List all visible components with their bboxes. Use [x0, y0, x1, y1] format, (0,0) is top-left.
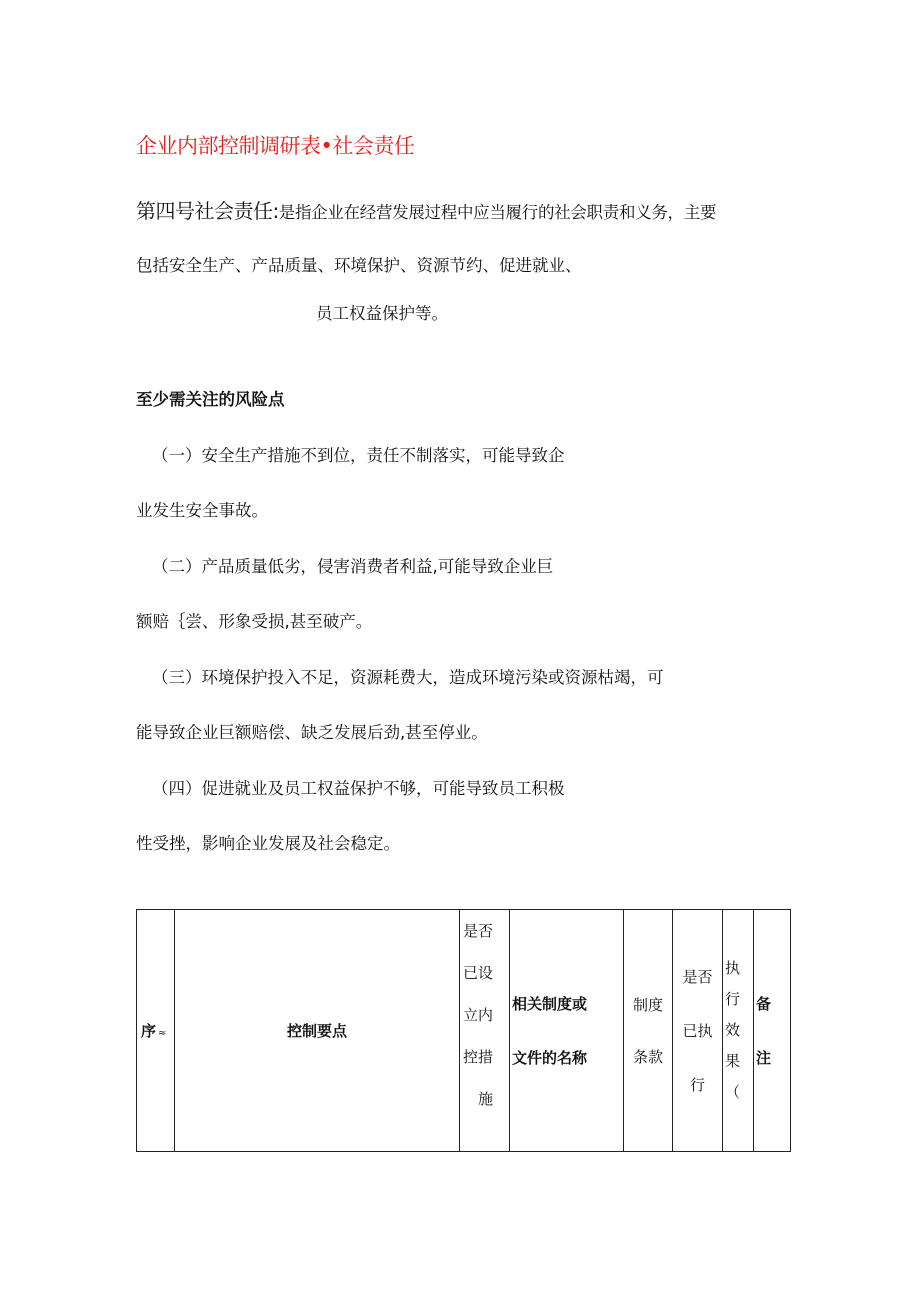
header-control-points: 控制要点: [175, 910, 460, 1152]
header-executed-line: 是否: [682, 967, 713, 986]
risk-2-line-1: （二）产品质量低劣，侵害消费者利益,可能导致企业巨: [152, 557, 554, 576]
header-established-line: 是否: [462, 922, 493, 940]
risk-2-line-2: 额赔｛尝、形象受损,甚至破产。: [136, 612, 373, 631]
risk-1-line-1: （一）安全生产措施不到位，责任不制落实，可能导致企: [152, 446, 565, 465]
header-seq-mark: ≈: [158, 1028, 167, 1039]
header-seq-label: 序: [141, 1022, 157, 1040]
header-executed: [673, 910, 723, 1152]
intro-line-2: 包括安全生产、产品质量、环境保护、资源节约、促进就业、: [136, 256, 582, 275]
intro-line-3: 员工权益保护等。: [316, 304, 448, 323]
intro-lead-label: 第四号社会责任:: [136, 199, 279, 223]
header-remark-line: 备: [756, 994, 772, 1013]
header-established: [460, 910, 510, 1152]
header-established-line: 控措: [462, 1048, 493, 1066]
risk-4-line-1: （四）促进就业及员工权益保护不够，可能导致员工积极: [152, 779, 565, 798]
header-remark-line: 注: [756, 1048, 772, 1067]
page-title: 企业内部控制调研表•社会责任: [136, 134, 415, 158]
header-seq: [137, 910, 175, 1152]
risk-4-line-2: 性受挫，影响企业发展及社会稳定。: [136, 834, 400, 853]
header-executed-line: 已执: [682, 1021, 713, 1040]
table-header-row: [137, 910, 791, 1152]
risk-3-line-1: （三）环境保护投入不足，资源耗费大，造成环境污染或资源枯竭，可: [152, 668, 664, 687]
header-clauses: [624, 910, 673, 1152]
risk-heading: 至少需关注的风险点: [136, 390, 285, 409]
header-executed-line: 行: [689, 1075, 705, 1094]
header-documents-line: 文件的名称: [512, 1048, 588, 1067]
header-effect-line: 果: [725, 1052, 741, 1070]
header-documents-line: 相关制度或: [512, 994, 588, 1013]
header-clauses-line: 条款: [632, 1047, 663, 1066]
risk-3-line-2: 能导致企业巨额赔偿、缺乏发展后劲,甚至停业。: [136, 723, 488, 742]
intro-definition: 是指企业在经营发展过程中应当履行的社会职责和义务，主要: [278, 203, 717, 222]
header-effect-line: （: [725, 1083, 741, 1101]
header-remark: [754, 910, 791, 1152]
header-effect-line: 执: [725, 959, 741, 977]
header-effect: [723, 910, 754, 1152]
intro-line-1: [136, 195, 716, 224]
header-established-line: 已设: [462, 964, 493, 982]
header-effect-line: 行效: [725, 990, 741, 1039]
header-documents: [510, 910, 624, 1152]
header-established-line: 施: [477, 1090, 493, 1108]
header-clauses-line: 制度: [632, 995, 663, 1014]
header-established-line: 立内: [462, 1006, 493, 1024]
risk-1-line-2: 业发生安全事故。: [136, 501, 268, 520]
control-table: [136, 909, 791, 1152]
